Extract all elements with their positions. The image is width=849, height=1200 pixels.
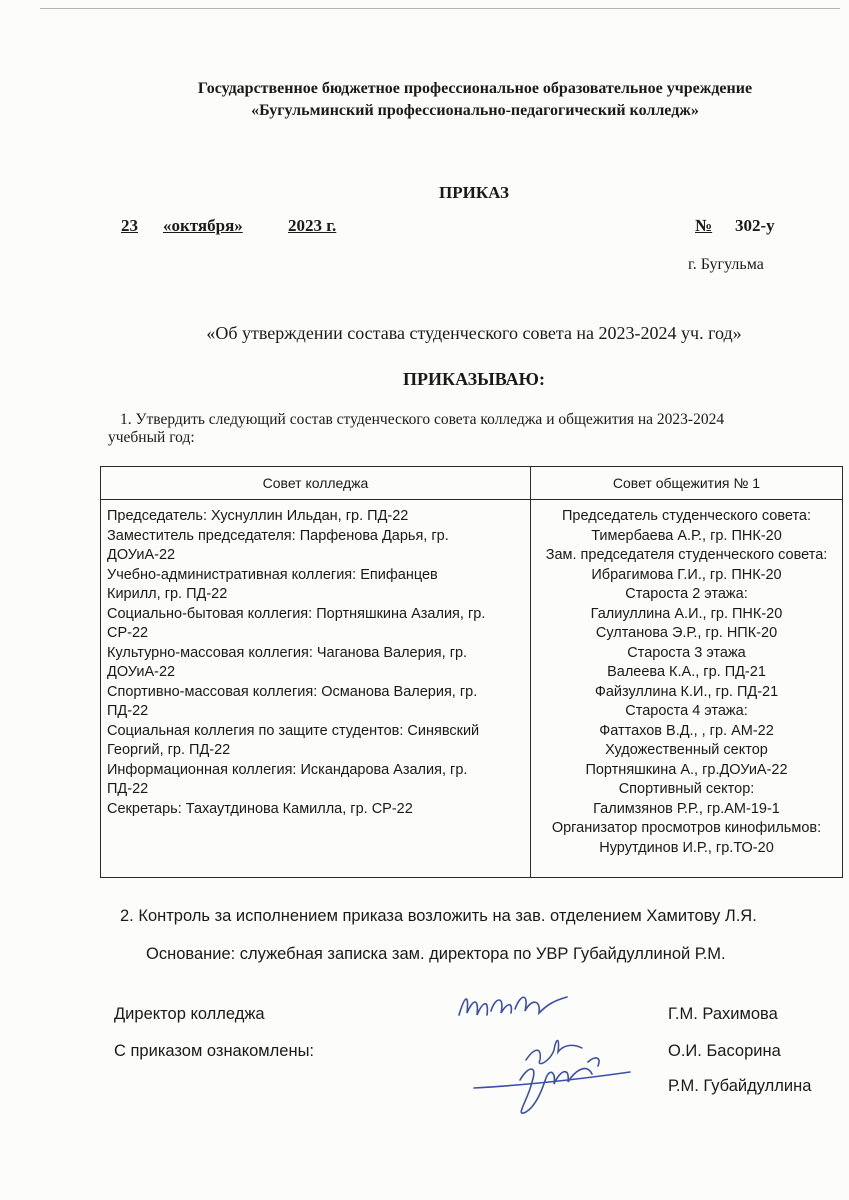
college-line: Председатель: Хуснуллин Ильдан, гр. ПД-22 [107,508,409,524]
order-title: ПРИКАЗ [439,183,509,202]
acquainted-signature-2 [470,1052,640,1127]
dorm-line: Спортивный сектор: [618,781,755,797]
dorm-line: Портняшкина А., гр.ДОУиА-22 [585,761,788,778]
dorm-line: Староста 2 этажа: [625,586,748,602]
college-line: Георгий, гр. ПД-22 [107,742,231,758]
director-name: Г.М. Рахимова [668,1005,778,1023]
col-header-dorm: Совет общежития № 1 [531,467,843,500]
college-line: Секретарь: Тахаутдинова Камилла, гр. СР-22 [107,800,413,817]
college-line: Социально-бытовая коллегия: Портняшкина Азалия, гр. [107,605,486,622]
director-signature [455,985,575,1035]
college-line: Культурно-массовая коллегия: Чаганова Валерия, гр. [107,644,468,661]
dorm-line: Нурутдинов И.Р., гр.ТО-20 [599,839,774,856]
order-city: г. Бугульма [688,256,764,273]
basis-text: Основание: служебная записка зам. директора по УВР Губайдуллиной Р.М. [146,945,726,963]
dorm-line: Галимзянов Р.Р., гр.АМ-19-1 [593,800,780,817]
item1-line1: 1. Утвердить следующий состав студенческого совета колледжа и общежития на 2023-2024 [120,411,725,428]
dorm-council-cell [531,500,843,878]
col-header-college: Совет колледжа [101,467,531,500]
dorm-line: Фаттахов В.Д., , гр. АМ-22 [599,722,774,739]
item1-line2: учебный год: [108,429,195,446]
dorm-line: Файзуллина К.И., гр. ПД-21 [594,683,779,700]
student-council-table [100,466,843,878]
order-command: ПРИКАЗЫВАЮ: [403,369,545,389]
college-line: ДОУиА-22 [107,664,176,680]
order-day: 23 [121,216,138,235]
dorm-line: Ибрагимова Г.И., гр. ПНК-20 [591,566,782,583]
acquainted-label: С приказом ознакомлены: [114,1042,315,1060]
item2-text: 2. Контроль за исполнением приказа возложить на зав. отделением Хамитову Л.Я. [120,907,757,925]
page-top-edge [40,8,840,9]
college-line: Учебно-административная коллегия: Епифанцев [107,566,438,583]
college-line: СР-22 [107,625,149,641]
org-name-line2: «Бугульминский профессионально-педагогический колледж» [251,102,699,119]
acquainted-name-2: Р.М. Губайдуллина [668,1077,812,1095]
order-month: «октября» [163,216,243,235]
college-line: ПД-22 [107,703,149,719]
order-year: 2023 г. [288,216,337,235]
college-line: Социальная коллегия по защите студентов: Синявский [107,722,480,739]
dorm-line: Организатор просмотров кинофильмов: [551,820,822,836]
college-line: Кирилл, гр. ПД-22 [107,586,228,602]
director-label: Директор колледжа [114,1005,265,1023]
dorm-line: Тимербаева А.Р., гр. ПНК-20 [591,527,782,544]
org-name-line1: Государственное бюджетное профессиональное образовательное учреждение [197,80,753,97]
college-line: Спортивно-массовая коллегия: Османова Валерия, гр. [107,683,478,700]
acquainted-name-1: О.И. Басорина [668,1042,781,1060]
college-line: ДОУиА-22 [107,547,176,563]
college-line: ПД-22 [107,781,149,797]
college-council-cell [101,500,531,878]
college-line: Информационная коллегия: Искандарова Азалия, гр. [107,761,468,778]
order-number-sign: № [695,216,713,235]
dorm-line: Султанова Э.Р., гр. НПК-20 [595,625,778,641]
dorm-line: Староста 3 этажа [627,644,746,661]
dorm-line: Председатель студенческого совета: [561,508,812,524]
dorm-line: Зам. председателя студенческого совета: [545,547,828,563]
dorm-line: Валеева К.А., гр. ПД-21 [607,664,766,680]
order-number: 302-у [735,216,775,235]
dorm-line: Художественный сектор [605,742,768,758]
dorm-line: Староста 4 этажа: [625,703,748,719]
dorm-line: Галиуллина А.И., гр. ПНК-20 [590,605,783,622]
order-subject: «Об утверждении состава студенческого совета на 2023-2024 уч. год» [206,323,742,343]
college-line: Заместитель председателя: Парфенова Дарья, гр. [107,527,449,544]
